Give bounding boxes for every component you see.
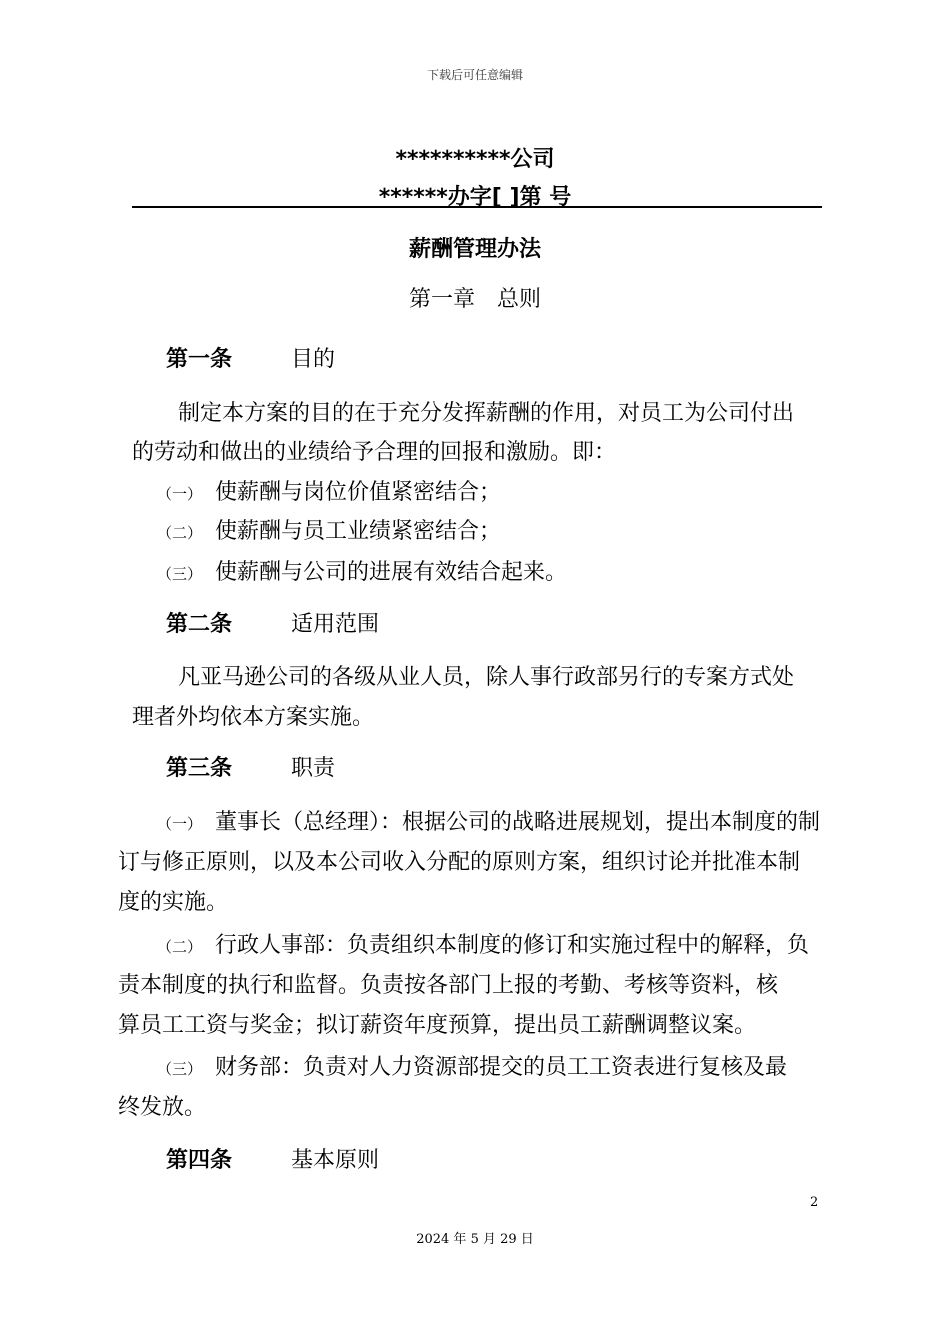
list-text: 行政人事部：负责组织本制度的修订和实施过程中的解释，负 [215,933,810,958]
page-number: 2 [810,1195,819,1210]
document-number: ******办字[ ]第 号 [378,185,572,210]
article-3-heading [166,751,336,782]
page-header: 下载后可任意编辑 [426,68,523,82]
list-marker: （二） [157,938,203,956]
list-item [157,514,501,545]
company-name: **********公司 [395,147,555,172]
list-text: 使薪酬与岗位价值紧密结合； [215,480,502,505]
list-marker: （二） [157,524,203,542]
list-text: 财务部：负责对人力资源部提交的员工工资表进行复核及最 [215,1055,788,1080]
list-text: 董事长（总经理）：根据公司的战略进展规划，提出本制度的制 [215,810,821,835]
article-number: 第四条 [166,1148,233,1173]
paragraph-line: 责本制度的执行和监督。负责按各部门上报的考勤、考核等资料，核 [118,973,779,998]
article-title: 适用范围 [291,612,380,637]
list-item [157,1050,787,1081]
footer-date: 2024 年 5 月 29 日 [416,1232,534,1247]
article-number: 第一条 [166,347,233,372]
article-title: 目的 [291,347,336,372]
document-title: 薪酬管理办法 [408,237,541,262]
list-marker: （一） [157,815,203,833]
chapter-heading: 第一章 总则 [408,287,541,312]
paragraph-line: 凡亚马逊公司的各级从业人员，除人事行政部另行的专案方式处 [178,665,795,690]
article-number: 第三条 [166,756,233,781]
paragraph-line: 制定本方案的目的在于充分发挥薪酬的作用，对员工为公司付出 [178,401,795,426]
paragraph-line: 的劳动和做出的业绩给予合理的回报和激励。即： [132,440,617,465]
article-title: 职责 [291,756,336,781]
paragraph-line: 算员工工资与奖金；拟订薪资年度预算，提出员工薪酬调整议案。 [118,1013,757,1038]
paragraph-line: 度的实施。 [118,890,229,915]
article-4-heading [166,1143,380,1174]
list-marker: （三） [157,565,203,583]
list-item [157,805,820,836]
article-number: 第二条 [166,612,233,637]
list-item [157,928,809,959]
list-item [157,555,567,586]
list-text: 使薪酬与公司的进展有效结合起来。 [215,560,568,585]
article-2-heading [166,607,380,638]
list-marker: （三） [157,1060,203,1078]
list-item [157,475,501,506]
list-text: 使薪酬与员工业绩紧密结合； [215,519,502,544]
list-marker: （一） [157,485,203,503]
paragraph-line: 终发放。 [118,1095,207,1120]
paragraph-line: 理者外均依本方案实施。 [132,705,375,730]
header-rule [132,206,822,208]
paragraph-line: 订与修正原则，以及本公司收入分配的原则方案，组织讨论并批准本制 [118,850,801,875]
article-1-heading [166,342,336,373]
article-title: 基本原则 [291,1148,380,1173]
